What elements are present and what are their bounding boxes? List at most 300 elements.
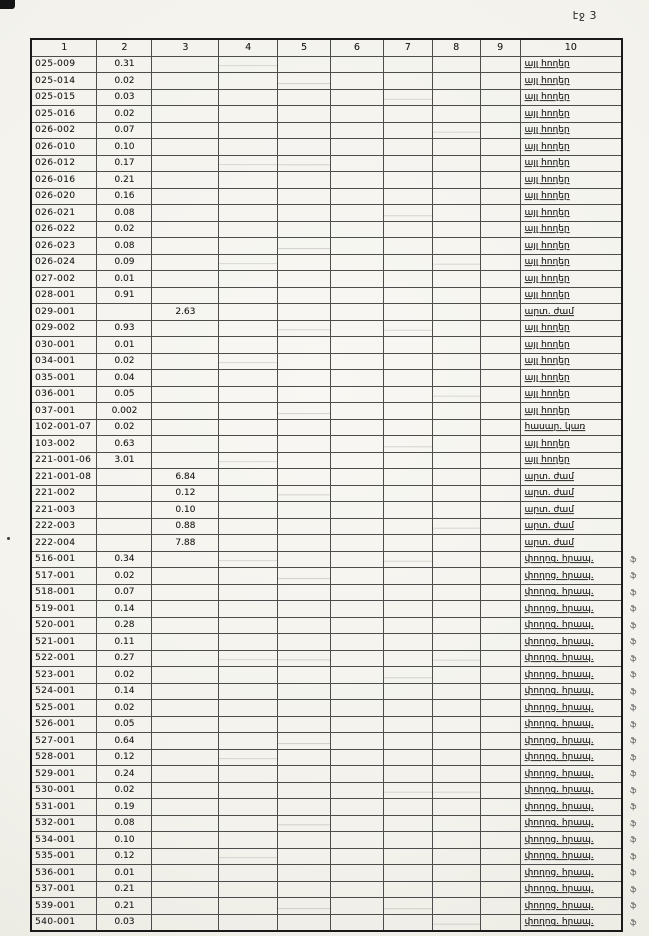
table-row: [31, 304, 648, 321]
cell-area-value: [480, 749, 520, 766]
cell-land-category: այլ հողեր: [520, 89, 622, 106]
cell-area-value: [219, 271, 278, 288]
cell-parcel-code: 519-001: [31, 601, 97, 618]
cell-land-category: փողոց. հրապ.: [520, 815, 622, 832]
cell-area-value: [383, 634, 432, 651]
cell-area-value: [152, 238, 219, 255]
cell-area-value: [383, 848, 432, 865]
cell-parcel-code: 532-001: [31, 815, 97, 832]
cell-parcel-code: 536-001: [31, 865, 97, 882]
cell-area-value: [97, 469, 152, 486]
cell-area-value: [152, 551, 219, 568]
margin-mark: [622, 436, 648, 453]
cell-land-category: փողոց. հրապ.: [520, 848, 622, 865]
table-body: [31, 56, 648, 931]
cell-land-category: այլ հողեր: [520, 386, 622, 403]
cell-area-value: [278, 832, 331, 849]
cell-area-value: [219, 634, 278, 651]
cell-area-value: [278, 155, 331, 172]
cell-area-value: [383, 337, 432, 354]
cell-area-value: [383, 155, 432, 172]
cell-area-value: [219, 485, 278, 502]
cell-area-value: [152, 716, 219, 733]
margin-mark: ֆ: [629, 604, 637, 614]
cell-area-value: [278, 782, 331, 799]
cell-area-value: [278, 403, 331, 420]
cell-area-value: [432, 238, 480, 255]
margin-mark: [622, 469, 648, 486]
cell-area-value: [432, 766, 480, 783]
cell-area-value: [331, 518, 384, 535]
cell-area-value: [480, 337, 520, 354]
cell-area-value: [480, 733, 520, 750]
cell-area-value: [432, 353, 480, 370]
cell-area-value: [219, 370, 278, 387]
cell-area-value: [331, 221, 384, 238]
cell-area-value: [219, 386, 278, 403]
cell-area-value: [219, 898, 278, 915]
cell-area-value: [331, 667, 384, 684]
cell-area-value: [278, 865, 331, 882]
cell-area-value: 0.02: [97, 667, 152, 684]
cell-parcel-code: 037-001: [31, 403, 97, 420]
cell-area-value: [432, 254, 480, 271]
cell-area-value: [480, 832, 520, 849]
cell-area-value: [219, 584, 278, 601]
cell-land-category: փողոց. հրապ.: [520, 914, 622, 931]
cell-area-value: [278, 815, 331, 832]
cell-land-category: արտ. ժամ: [520, 518, 622, 535]
cell-area-value: [278, 271, 331, 288]
cell-area-value: [278, 56, 331, 73]
cell-area-value: [219, 452, 278, 469]
cell-area-value: [480, 271, 520, 288]
cell-parcel-code: 026-021: [31, 205, 97, 222]
cell-area-value: [331, 320, 384, 337]
cell-area-value: [278, 73, 331, 90]
cell-area-value: [331, 815, 384, 832]
cell-land-category: արտ. ժամ: [520, 502, 622, 519]
cell-area-value: [480, 221, 520, 238]
cell-area-value: [331, 865, 384, 882]
cell-parcel-code: 222-004: [31, 535, 97, 552]
cell-area-value: [432, 716, 480, 733]
cell-area-value: [152, 337, 219, 354]
cell-land-category: այլ հողեր: [520, 238, 622, 255]
cell-area-value: 0.64: [97, 733, 152, 750]
cell-area-value: [480, 568, 520, 585]
margin-mark: [622, 535, 648, 552]
cell-area-value: 0.03: [97, 914, 152, 931]
cell-area-value: [331, 403, 384, 420]
cell-land-category: փողոց. հրապ.: [520, 799, 622, 816]
cell-area-value: [152, 782, 219, 799]
cell-area-value: [480, 73, 520, 90]
cell-area-value: [278, 700, 331, 717]
cell-area-value: [432, 832, 480, 849]
cell-area-value: [432, 815, 480, 832]
cell-area-value: [152, 584, 219, 601]
cell-area-value: [152, 386, 219, 403]
margin-mark: [622, 287, 648, 304]
cell-land-category: փողոց. հրապ.: [520, 584, 622, 601]
cell-land-category: այլ հողեր: [520, 287, 622, 304]
cell-area-value: [383, 865, 432, 882]
cell-area-value: [152, 749, 219, 766]
cell-area-value: 0.31: [97, 56, 152, 73]
cell-area-value: [480, 700, 520, 717]
cell-area-value: [383, 518, 432, 535]
cell-area-value: [219, 139, 278, 156]
cell-area-value: [480, 436, 520, 453]
cell-parcel-code: 026-023: [31, 238, 97, 255]
cell-parcel-code: 529-001: [31, 766, 97, 783]
cell-area-value: [383, 452, 432, 469]
cell-area-value: [152, 683, 219, 700]
cell-area-value: [152, 815, 219, 832]
cell-area-value: [383, 815, 432, 832]
table-row: [31, 683, 648, 700]
cell-land-category: այլ հողեր: [520, 172, 622, 189]
cell-parcel-code: 521-001: [31, 634, 97, 651]
cell-area-value: [432, 617, 480, 634]
cell-area-value: [278, 419, 331, 436]
cell-area-value: [383, 485, 432, 502]
cell-parcel-code: 103-002: [31, 436, 97, 453]
margin-mark: [622, 172, 648, 189]
cell-area-value: [278, 650, 331, 667]
table-row: [31, 287, 648, 304]
cell-area-value: [480, 766, 520, 783]
cell-land-category: փողոց. հրապ.: [520, 898, 622, 915]
cell-area-value: [331, 782, 384, 799]
cell-area-value: [383, 287, 432, 304]
cell-area-value: [152, 700, 219, 717]
table-row: [31, 419, 648, 436]
cell-land-category: այլ հողեր: [520, 205, 622, 222]
cell-area-value: [480, 898, 520, 915]
cell-parcel-code: 534-001: [31, 832, 97, 849]
margin-mark: ֆ: [629, 884, 637, 894]
cell-parcel-code: 026-022: [31, 221, 97, 238]
cell-area-value: [331, 172, 384, 189]
margin-mark: ֆ: [629, 752, 637, 762]
cell-area-value: [480, 683, 520, 700]
cell-area-value: [278, 238, 331, 255]
cell-area-value: [383, 320, 432, 337]
cell-area-value: [480, 881, 520, 898]
table-row: [31, 254, 648, 271]
cell-area-value: [219, 716, 278, 733]
cell-land-category: փողոց. հրապ.: [520, 683, 622, 700]
cell-area-value: [278, 353, 331, 370]
cell-area-value: 0.10: [97, 139, 152, 156]
cell-area-value: [432, 221, 480, 238]
cell-area-value: [219, 667, 278, 684]
cell-area-value: [432, 122, 480, 139]
cell-area-value: [383, 353, 432, 370]
cell-parcel-code: 025-014: [31, 73, 97, 90]
cell-area-value: [331, 337, 384, 354]
margin-mark: [622, 188, 648, 205]
cell-area-value: [432, 898, 480, 915]
table-row: [31, 56, 648, 73]
cell-area-value: [331, 749, 384, 766]
cell-area-value: [432, 155, 480, 172]
cell-area-value: 3.01: [97, 452, 152, 469]
cell-parcel-code: 027-002: [31, 271, 97, 288]
cell-area-value: [383, 535, 432, 552]
cell-land-category: փողոց. հրապ.: [520, 865, 622, 882]
cell-area-value: [432, 502, 480, 519]
cell-area-value: 0.03: [97, 89, 152, 106]
cell-area-value: [331, 254, 384, 271]
cell-parcel-code: 539-001: [31, 898, 97, 915]
margin-mark: [622, 304, 648, 321]
cell-area-value: [480, 667, 520, 684]
cell-area-value: 2.63: [152, 304, 219, 321]
cell-area-value: [432, 419, 480, 436]
cell-area-value: [278, 716, 331, 733]
cell-area-value: [152, 139, 219, 156]
cell-area-value: 0.24: [97, 766, 152, 783]
cell-area-value: [480, 106, 520, 123]
land-parcel-table: [30, 38, 649, 932]
cell-area-value: [383, 139, 432, 156]
table-row: [31, 485, 648, 502]
column-header: 6: [331, 39, 384, 56]
cell-area-value: [278, 601, 331, 618]
cell-area-value: [432, 518, 480, 535]
cell-area-value: [331, 683, 384, 700]
cell-area-value: [152, 667, 219, 684]
cell-area-value: [383, 766, 432, 783]
column-header: 7: [383, 39, 432, 56]
cell-area-value: 0.07: [97, 584, 152, 601]
cell-area-value: [97, 485, 152, 502]
cell-area-value: [331, 370, 384, 387]
column-header: 10: [520, 39, 622, 56]
cell-area-value: [278, 667, 331, 684]
cell-parcel-code: 522-001: [31, 650, 97, 667]
margin-mark: ֆ: [629, 686, 637, 696]
cell-area-value: [432, 205, 480, 222]
cell-area-value: [219, 238, 278, 255]
cell-land-category: այլ հողեր: [520, 320, 622, 337]
table-row: [31, 733, 648, 750]
cell-area-value: 0.21: [97, 898, 152, 915]
cell-area-value: 0.27: [97, 650, 152, 667]
cell-area-value: [152, 106, 219, 123]
cell-land-category: փողոց. հրապ.: [520, 832, 622, 849]
cell-area-value: [219, 914, 278, 931]
margin-mark: [622, 139, 648, 156]
margin-mark: ֆ: [629, 769, 637, 779]
cell-area-value: [152, 832, 219, 849]
cell-parcel-code: 527-001: [31, 733, 97, 750]
margin-mark: [622, 221, 648, 238]
table-row: [31, 716, 648, 733]
cell-area-value: [480, 799, 520, 816]
cell-area-value: [152, 452, 219, 469]
cell-area-value: [383, 403, 432, 420]
cell-area-value: [480, 914, 520, 931]
cell-area-value: [278, 683, 331, 700]
cell-area-value: [331, 139, 384, 156]
table-row: [31, 205, 648, 222]
cell-area-value: [383, 436, 432, 453]
cell-area-value: [152, 56, 219, 73]
cell-area-value: [331, 271, 384, 288]
margin-mark: [622, 205, 648, 222]
cell-area-value: [97, 502, 152, 519]
cell-land-category: այլ հողեր: [520, 56, 622, 73]
cell-area-value: [432, 848, 480, 865]
cell-area-value: [331, 716, 384, 733]
column-header: 3: [152, 39, 219, 56]
cell-parcel-code: 025-015: [31, 89, 97, 106]
margin-mark: ֆ: [629, 901, 637, 911]
cell-area-value: [432, 172, 480, 189]
table-row: [31, 436, 648, 453]
cell-area-value: [432, 584, 480, 601]
cell-land-category: փողոց. հրապ.: [520, 551, 622, 568]
cell-area-value: [219, 122, 278, 139]
cell-land-category: փողոց. հրապ.: [520, 716, 622, 733]
table-row: [31, 271, 648, 288]
cell-parcel-code: 102-001-07: [31, 419, 97, 436]
cell-area-value: [278, 172, 331, 189]
cell-area-value: [480, 535, 520, 552]
cell-area-value: [278, 370, 331, 387]
cell-parcel-code: 026-002: [31, 122, 97, 139]
table-row: [31, 782, 648, 799]
margin-mark: [622, 386, 648, 403]
cell-area-value: [219, 469, 278, 486]
cell-area-value: [480, 122, 520, 139]
cell-area-value: [219, 617, 278, 634]
cell-area-value: [152, 271, 219, 288]
cell-area-value: [278, 914, 331, 931]
cell-area-value: [383, 386, 432, 403]
cell-area-value: 0.88: [152, 518, 219, 535]
cell-area-value: 0.10: [152, 502, 219, 519]
cell-area-value: [331, 634, 384, 651]
cell-area-value: [331, 287, 384, 304]
margin-mark: [622, 238, 648, 255]
cell-area-value: 0.14: [97, 601, 152, 618]
cell-area-value: [278, 485, 331, 502]
margin-mark: [622, 254, 648, 271]
cell-area-value: [480, 254, 520, 271]
cell-area-value: 0.08: [97, 238, 152, 255]
cell-land-category: այլ հողեր: [520, 452, 622, 469]
cell-area-value: [278, 139, 331, 156]
cell-area-value: [219, 535, 278, 552]
cell-area-value: [152, 436, 219, 453]
cell-area-value: [152, 155, 219, 172]
cell-land-category: փողոց. հրապ.: [520, 650, 622, 667]
table-row: [31, 634, 648, 651]
cell-land-category: փողոց. հրապ.: [520, 733, 622, 750]
cell-parcel-code: 221-003: [31, 502, 97, 519]
cell-area-value: 0.02: [97, 782, 152, 799]
cell-area-value: [331, 469, 384, 486]
cell-area-value: [480, 155, 520, 172]
table-row: [31, 221, 648, 238]
cell-parcel-code: 516-001: [31, 551, 97, 568]
cell-area-value: [432, 733, 480, 750]
cell-area-value: [278, 617, 331, 634]
page-number: էջ 3: [572, 9, 597, 22]
cell-area-value: [331, 601, 384, 618]
cell-area-value: [152, 617, 219, 634]
cell-area-value: [152, 221, 219, 238]
cell-area-value: [97, 304, 152, 321]
cell-area-value: [219, 205, 278, 222]
cell-parcel-code: 528-001: [31, 749, 97, 766]
margin-mark: ֆ: [629, 868, 637, 878]
cell-area-value: [383, 502, 432, 519]
margin-mark: [622, 56, 648, 73]
table-row: [31, 89, 648, 106]
margin-mark: [622, 89, 648, 106]
cell-area-value: [219, 502, 278, 519]
cell-area-value: [432, 568, 480, 585]
table-row: [31, 370, 648, 387]
cell-area-value: [331, 238, 384, 255]
cell-area-value: [480, 485, 520, 502]
cell-area-value: [383, 832, 432, 849]
cell-area-value: [278, 337, 331, 354]
cell-parcel-code: 221-001-06: [31, 452, 97, 469]
cell-area-value: [432, 56, 480, 73]
cell-area-value: 0.12: [152, 485, 219, 502]
cell-area-value: [219, 188, 278, 205]
cell-area-value: [331, 485, 384, 502]
cell-area-value: [152, 353, 219, 370]
scan-dot-artifact: [7, 537, 10, 540]
table-row: [31, 518, 648, 535]
margin-mark: [622, 518, 648, 535]
cell-area-value: [219, 73, 278, 90]
column-header: 2: [97, 39, 152, 56]
cell-area-value: 0.01: [97, 271, 152, 288]
table-header-row: [31, 39, 648, 56]
cell-area-value: [432, 865, 480, 882]
cell-area-value: [331, 766, 384, 783]
column-header: 9: [480, 39, 520, 56]
cell-area-value: [383, 782, 432, 799]
cell-area-value: [331, 73, 384, 90]
cell-area-value: [278, 452, 331, 469]
cell-area-value: [152, 73, 219, 90]
cell-area-value: [383, 89, 432, 106]
cell-area-value: [331, 733, 384, 750]
cell-area-value: [383, 584, 432, 601]
cell-area-value: [383, 56, 432, 73]
cell-area-value: [331, 898, 384, 915]
cell-area-value: [219, 403, 278, 420]
cell-area-value: [331, 304, 384, 321]
cell-area-value: [331, 832, 384, 849]
margin-mark: ֆ: [629, 785, 637, 795]
cell-area-value: [480, 89, 520, 106]
cell-land-category: այլ հողեր: [520, 337, 622, 354]
cell-area-value: [152, 287, 219, 304]
cell-parcel-code: 518-001: [31, 584, 97, 601]
margin-mark: [622, 106, 648, 123]
